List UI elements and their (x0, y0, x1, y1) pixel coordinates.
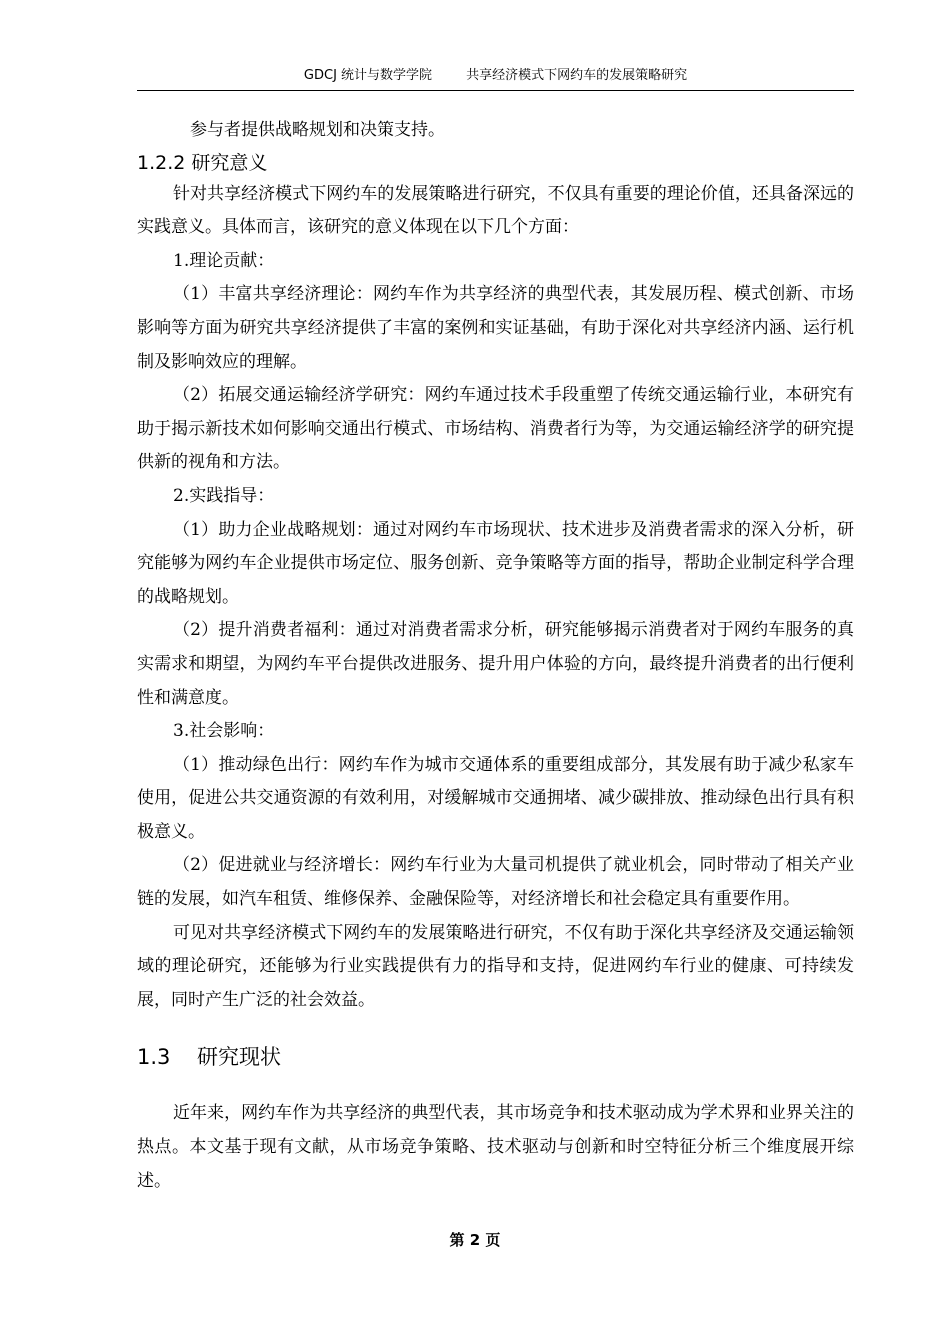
group-heading-theory: 1.理论贡献： (173, 250, 275, 271)
section-heading-1-3 (137, 1039, 854, 1075)
list-item: （1）推动绿色出行：网约车作为城市交通体系的重要组成部分，其发展有助于减少私家车使用，促进公共交通资源的有效利用，对缓解城市交通拥堵、减少碳排放、推动绿色出行具有积极意义。 (137, 754, 854, 842)
continuation-paragraph: 参与者提供战略规划和决策支持。 (190, 120, 445, 140)
page-body (137, 114, 854, 1198)
list-item: （2）提升消费者福利：通过对消费者需求分析，研究能够揭示消费者对于网约车服务的真实需求和期望，为网约车平台提供改进服务、提升用户体验的方向，最终提升消费者的出行便利性和满意度。 (137, 620, 854, 708)
section-title: 研究现状 (197, 1045, 281, 1070)
group-heading-society: 3.社会影响： (173, 721, 275, 742)
list-item: （1）助力企业战略规划：通过对网约车市场现状、技术进步及消费者需求的深入分析，研究能够为网约车企业提供市场定位、服务创新、竞争策略等方面的指导，帮助企业制定科学合理的战略规划。 (137, 519, 854, 607)
header-institution: GDCJ 统计与数学学院 (303, 68, 433, 83)
page-number: 第 2 页 (449, 1231, 501, 1249)
list-item: （1）丰富共享经济理论：网约车作为共享经济的典型代表，其发展历程、模式创新、市场影响等方面为研究共享经济提供了丰富的案例和实证基础，有助于深化对共享经济内涵、运行机制及影响效应的理解。 (137, 284, 854, 372)
list-item: （2）拓展交通运输经济学研究：网约车通过技术手段重塑了传统交通运输行业，本研究有助于揭示新技术如何影响交通出行模式、市场结构、消费者行为等，为交通运输经济学的研究提供新的视角和方法。 (137, 385, 854, 473)
group-heading-practice: 2.实践指导： (173, 485, 275, 506)
section-number: 1.3 (137, 1045, 171, 1070)
conclusion-paragraph: 可见对共享经济模式下网约车的发展策略进行研究，不仅有助于深化共享经济及交通运输领域的理论研究，还能够为行业实践提供有力的指导和支持，促进网约车行业的健康、可持续发展，同时产生广泛的社会效益。 (137, 922, 854, 1010)
page-header (137, 66, 854, 91)
header-paper-title: 共享经济模式下网约车的发展策略研究 (466, 68, 688, 83)
research-status-paragraph: 近年来，网约车作为共享经济的典型代表，其市场竞争和技术驱动成为学术界和业界关注的热点。本文基于现有文献，从市场竞争策略、技术驱动与创新和时空特征分析三个维度展开综述。 (137, 1103, 854, 1191)
list-item: （2）促进就业与经济增长：网约车行业为大量司机提供了就业机会，同时带动了相关产业链的发展，如汽车租赁、维修保养、金融保险等，对经济增长和社会稳定具有重要作用。 (137, 855, 854, 910)
section-heading-1-2-2: 1.2.2 研究意义 (137, 151, 268, 174)
intro-paragraph: 针对共享经济模式下网约车的发展策略进行研究，不仅具有重要的理论价值，还具备深远的实践意义。具体而言，该研究的意义体现在以下几个方面： (137, 183, 854, 238)
